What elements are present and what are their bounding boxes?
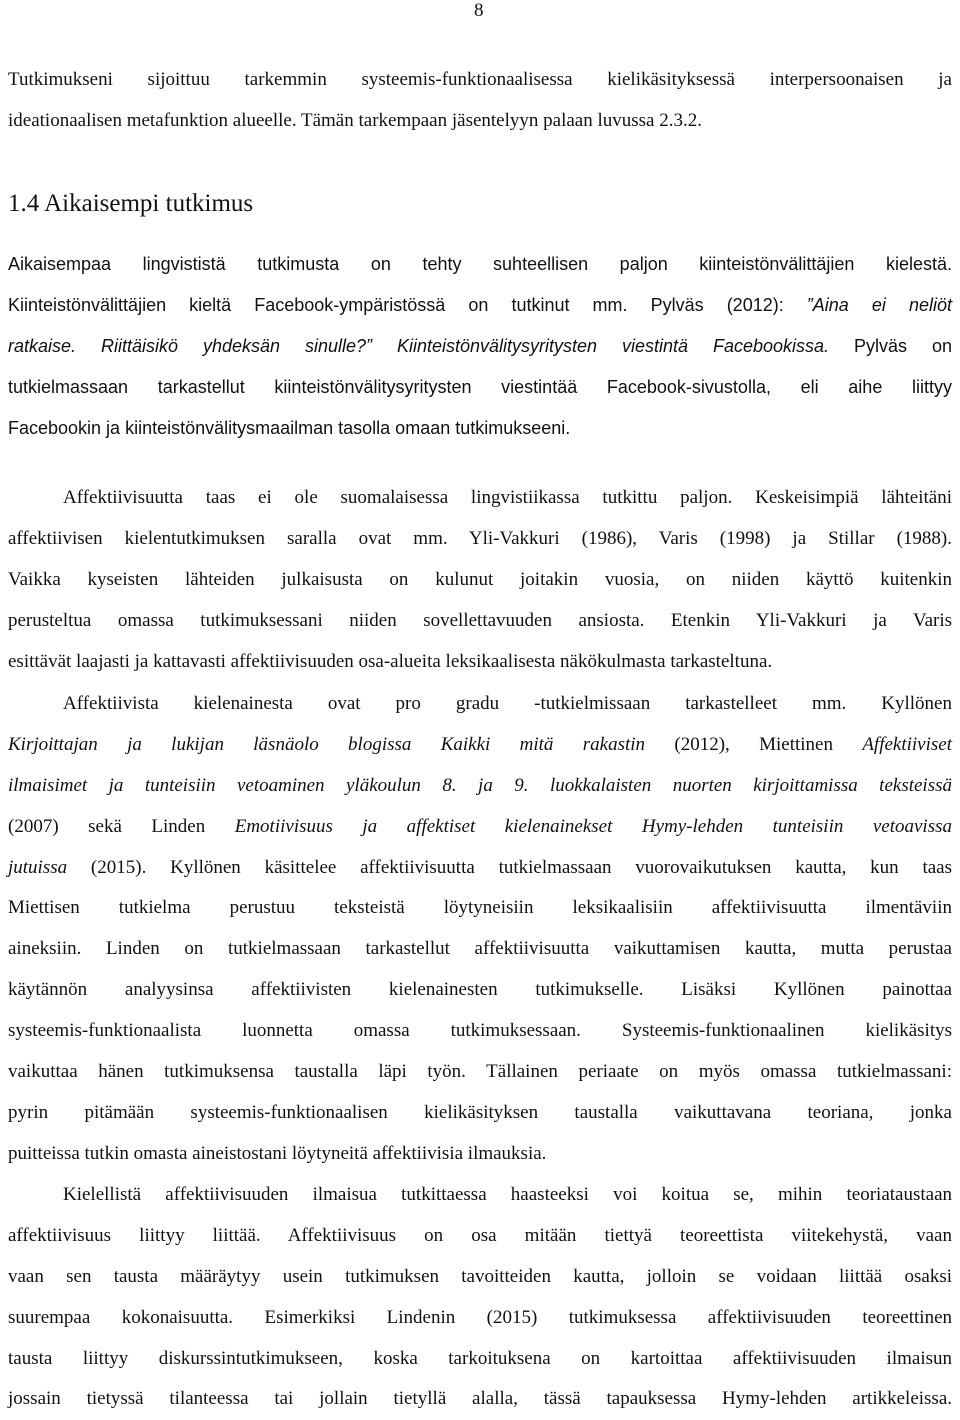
text-line: pyrin pitämään systeemis-funktionaalisen kielikäsityksen taustalla vaikuttavana teoriana, jonka [8,1101,952,1123]
text-line: ilmaisimet ja tunteisiin vetoaminen yläkoulun 8. ja 9. luokkalaisten nuorten kirjoittamissa teksteissä [8,774,952,796]
text-run: (2015). Kyllönen käsittelee affektiivisuutta tutkielmassaan vuorovaikutuksen kautta, kun taas [67,856,952,878]
text-line: Aikaisempaa lingvististä tutkimusta on tehty suhteellisen paljon kiinteistönvälittäjien kielestä. [8,254,952,274]
text-line: Vaikka kyseisten lähteiden julkaisusta on kulunut joitakin vuosia, on niiden käyttö kuitenkin [8,568,952,590]
page-number: 8 [474,0,484,21]
text-line [8,848,952,889]
text-run: (2012), Miettinen [645,733,863,755]
text-line: ideationaalisen metafunktion alueelle. Tämän tarkempaan jäsentelyyn palaan luvussa 2.3.2. [8,109,702,131]
text-line: vaan sen tausta määräytyy usein tutkimuksen tavoitteiden kautta, jolloin se voidaan liittää osaksi [8,1265,952,1287]
text-line: affektiivisen kielentutkimuksen saralla ovat mm. Yli-Vakkuri (1986), Varis (1998) ja Stillar (1988). [8,527,952,549]
paragraph-intro [8,60,952,142]
citation-title: ratkaise. Riittäisikö yhdeksän sinulle?” Kiinteistönvälitysyritysten viestintä Facebookissa. [8,335,830,356]
paragraph-previous-research [8,244,952,448]
text-line: vaikuttaa hänen tutkimuksensa taustalla läpi työn. Tällainen periaate on myös omassa tutkielmassani: [8,1061,952,1083]
text-line: esittävät laajasti ja kattavasti affektiivisuuden osa-alueita leksikaalisesta näkökulmasta tarkasteltuna. [8,650,773,672]
paragraph-theory [8,1175,952,1420]
text-line: jossain tietyssä tilanteessa tai jollain tietyllä alalla, tässä tapauksessa Hymy-lehden artikkeleissa. [8,1388,952,1410]
text-line: puitteissa tutkin omasta aineistostani löytyneitä affektiivisia ilmauksia. [8,1142,547,1164]
text-run: Kiinteistönvälittäjien kieltä Facebook-ympäristössä on tutkinut mm. Pylväs (2012): [8,294,807,315]
text-line [8,725,952,766]
citation-title: ”Aina ei neliöt [806,294,952,315]
text-line: Affektiivista kielenainesta ovat pro gradu -tutkielmissaan tarkastelleet mm. Kyllönen [63,693,952,714]
text-line: affektiivisuus liittyy liittää. Affektiivisuus on osa mitään tiettyä teoreettista viitekehystä, vaan [8,1224,952,1246]
text-line: aineksiin. Linden on tutkielmassaan tarkastellut affektiivisuutta vaikuttamisen kautta, mutta perustaa [8,938,952,960]
text-line: Kielellistä affektiivisuuden ilmaisua tutkittaessa haasteeksi voi koitua se, mihin teoriataustaan [63,1184,952,1205]
text-line: suurempaa kokonaisuutta. Esimerkiksi Lindenin (2015) tutkimuksessa affektiivisuuden teoreettinen [8,1306,952,1328]
text-line: tausta liittyy diskurssintutkimukseen, koska tarkoituksena on kartoittaa affektiivisuuden ilmaisun [8,1347,952,1369]
text-line: systeemis-funktionaalista luonnetta omassa tutkimuksessaan. Systeemis-funktionaalinen kielikäsitys [8,1020,952,1042]
text-line [8,285,952,326]
citation-title: Kirjoittajan ja lukijan läsnäolo blogissa Kaikki mitä rakastin [8,733,646,755]
citation-title: Emotiivisuus ja affektiset kielenainekset Hymy-lehden tunteisiin vetoavissa [234,815,952,837]
citation-title: Affektiiviset [862,733,952,755]
text-line: Affektiivisuutta taas ei ole suomalaisessa lingvistiikassa tutkittu paljon. Keskeisimpiä lähteitäni [63,487,952,508]
text-line: käytännön analyysinsa affektiivisten kielenainesten tutkimukselle. Lisäksi Kyllönen painottaa [8,979,952,1001]
paragraph-affectivity [8,478,952,682]
text-line: Tutkimukseni sijoittuu tarkemmin systeemis-funktionaalisessa kielikäsityksessä interpersoonaisen ja [8,69,952,90]
citation-title: jutuissa [8,856,68,878]
text-line [8,326,952,367]
text-run: (2007) sekä Linden [8,815,235,837]
text-line: Miettisen tutkielma perustuu teksteistä löytyneisiin leksikaalisiin affektiivisuutta ilmentäviin [8,897,952,919]
text-run: Pylväs on [829,335,952,356]
text-line: tutkielmassaan tarkastellut kiinteistönvälitysyritysten viestintää Facebook-sivustolla, eli aihe liittyy [8,376,952,397]
text-line [8,807,952,848]
text-line: perusteltua omassa tutkimuksessani niiden sovellettavuuden ansiosta. Etenkin Yli-Vakkuri ja Varis [8,609,952,631]
paragraph-theses [8,684,952,1175]
section-heading: 1.4 Aikaisempi tutkimus [8,190,254,217]
text-line: Facebookin ja kiinteistönvälitysmaailman tasolla omaan tutkimukseeni. [8,417,571,438]
